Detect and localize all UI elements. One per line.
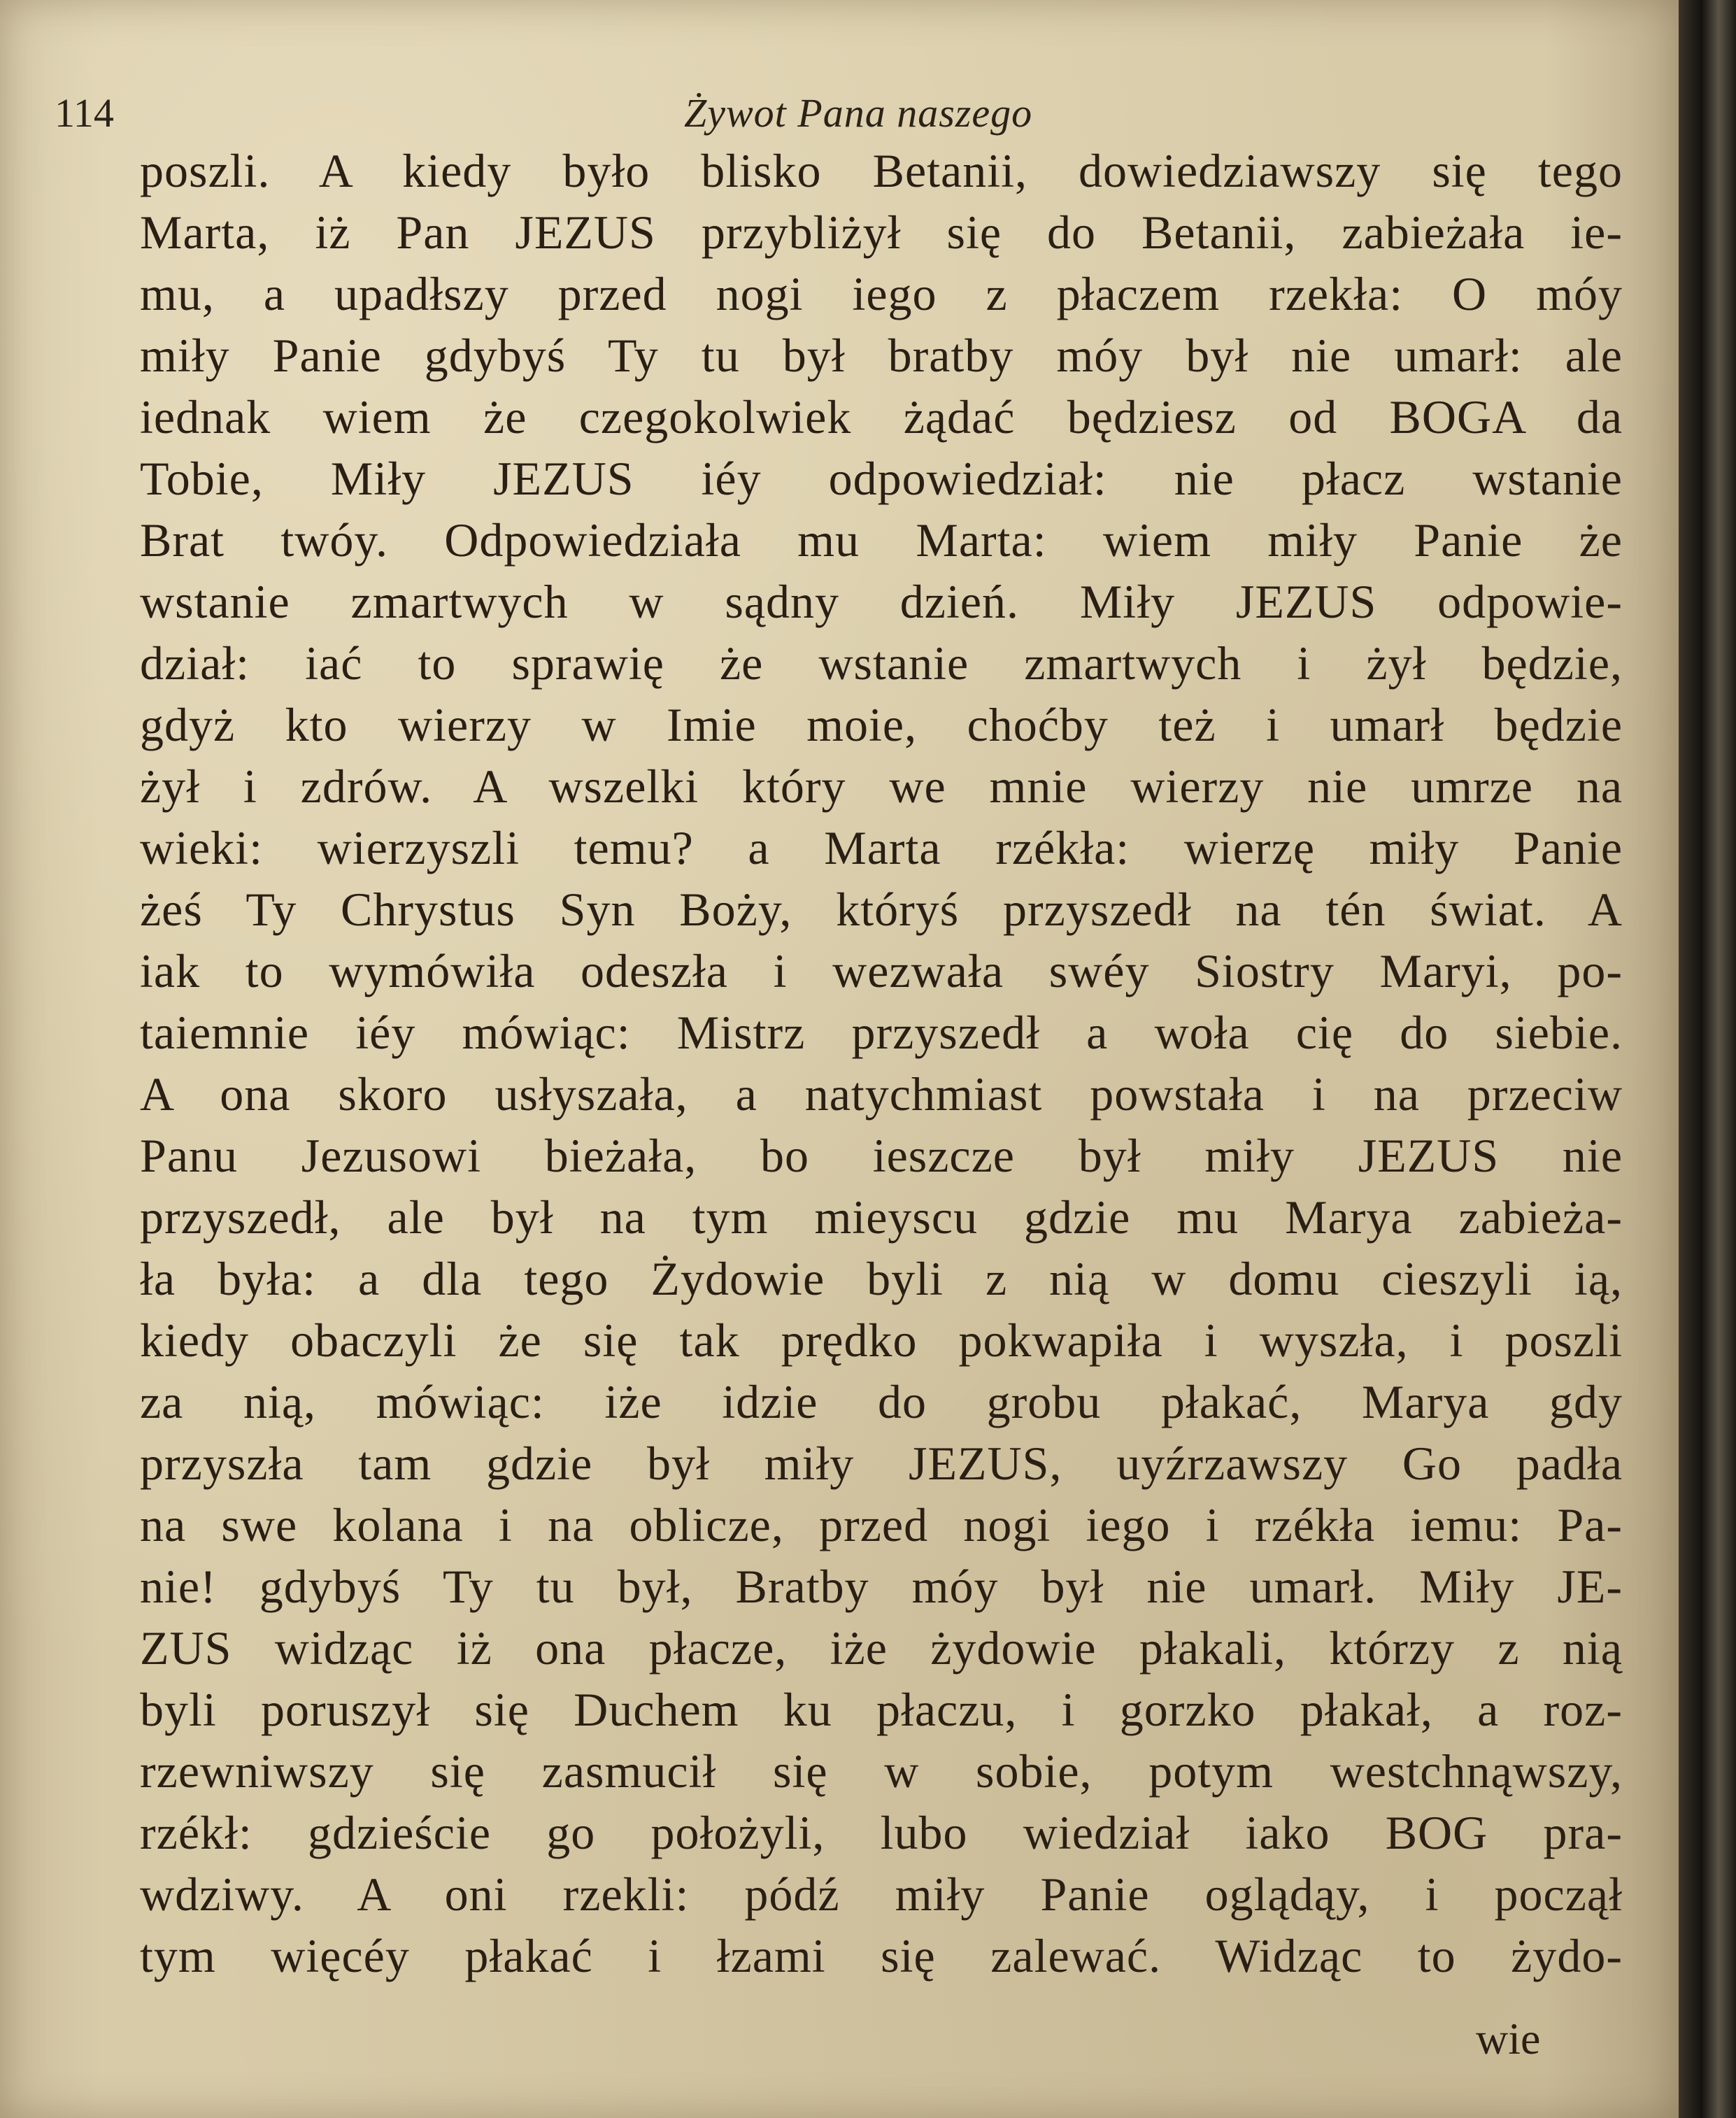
text-line: iednak wiem że czegokolwiek żądać będziesz od BOGA da (140, 390, 1623, 443)
text-line: rzewniwszy się zasmucił się w sobie, potym westchnąwszy, (140, 1744, 1623, 1798)
text-line: iak to wymówiła odeszła i wezwała swéy Siostry Maryi, po- (140, 944, 1623, 997)
running-head-title: Żywot Pana naszego (684, 90, 1033, 136)
text-line: rzékł: gdzieście go położyli, lubo wiedział iako BOG pra- (140, 1806, 1623, 1859)
text-line: A ona skoro usłyszała, a natychmiast powstała i na przeciw (140, 1067, 1623, 1121)
text-line: żył i zdrów. A wszelki który we mnie wierzy nie umrze na (140, 760, 1623, 813)
text-line: za nią, mówiąc: iże idzie do grobu płakać, Marya gdy (140, 1375, 1623, 1428)
book-gutter (1679, 0, 1736, 2118)
text-line: wieki: wierzyszli temu? a Marta rzékła: wierzę miły Panie (140, 821, 1623, 874)
text-line: przyszła tam gdzie był miły JEZUS, uyźrzawszy Go padła (140, 1437, 1623, 1490)
text-line: wstanie zmartwych w sądny dzień. Miły JEZUS odpowie- (140, 575, 1623, 628)
text-line: przyszedł, ale był na tym mieyscu gdzie mu Marya zabieża- (140, 1191, 1623, 1244)
text-line: Panu Jezusowi bieżała, bo ieszcze był miły JEZUS nie (140, 1129, 1623, 1182)
text-line: Marta, iż Pan JEZUS przybliżył się do Betanii, zabieżała ie- (140, 206, 1623, 259)
body-text (140, 140, 1623, 1986)
catchword: wie (1476, 2014, 1541, 2063)
text-line: ła była: a dla tego Żydowie byli z nią w domu cieszyli ią, (140, 1252, 1623, 1305)
text-line: miły Panie gdybyś Ty tu był bratby móy był nie umarł: ale (140, 329, 1623, 382)
text-line: wdziwy. A oni rzekli: pódź miły Panie oglądąy, i począł (140, 1868, 1623, 1921)
text-line: dział: iać to sprawię że wstanie zmartwych i żył będzie, (140, 637, 1623, 690)
text-line: kiedy obaczyli że się tak prędko pokwapiła i wyszła, i poszli (140, 1314, 1623, 1367)
text-line: Tobie, Miły JEZUS iéy odpowiedział: nie płacz wstanie (140, 452, 1623, 505)
text-line: taiemnie iéy mówiąc: Mistrz przyszedł a woła cię do siebie. (140, 1006, 1623, 1059)
text-line: Brat twóy. Odpowiedziała mu Marta: wiem miły Panie że (140, 513, 1623, 567)
text-line: poszli. A kiedy było blisko Betanii, dowiedziawszy się tego (140, 144, 1623, 197)
text-line: ZUS widząc iż ona płacze, iże żydowie płakali, którzy z nią (140, 1621, 1623, 1675)
text-line: gdyż kto wierzy w Imie moie, choćby też i umarł będzie (140, 698, 1623, 751)
page-number: 114 (55, 90, 114, 136)
text-line: mu, a upadłszy przed nogi iego z płaczem rzekła: O móy (140, 267, 1623, 320)
text-line: byli poruszył się Duchem ku płaczu, i gorzko płakał, a roz- (140, 1683, 1623, 1736)
text-line: żeś Ty Chrystus Syn Boży, któryś przyszedł na tén świat. A (140, 883, 1623, 936)
text-line: tym więcéy płakać i łzami się zalewać. Widząc to żydo- (140, 1929, 1623, 1982)
text-line: na swe kolana i na oblicze, przed nogi iego i rzékła iemu: Pa- (140, 1498, 1623, 1551)
text-line: nie! gdybyś Ty tu był, Bratby móy był nie umarł. Miły JE- (140, 1560, 1623, 1613)
